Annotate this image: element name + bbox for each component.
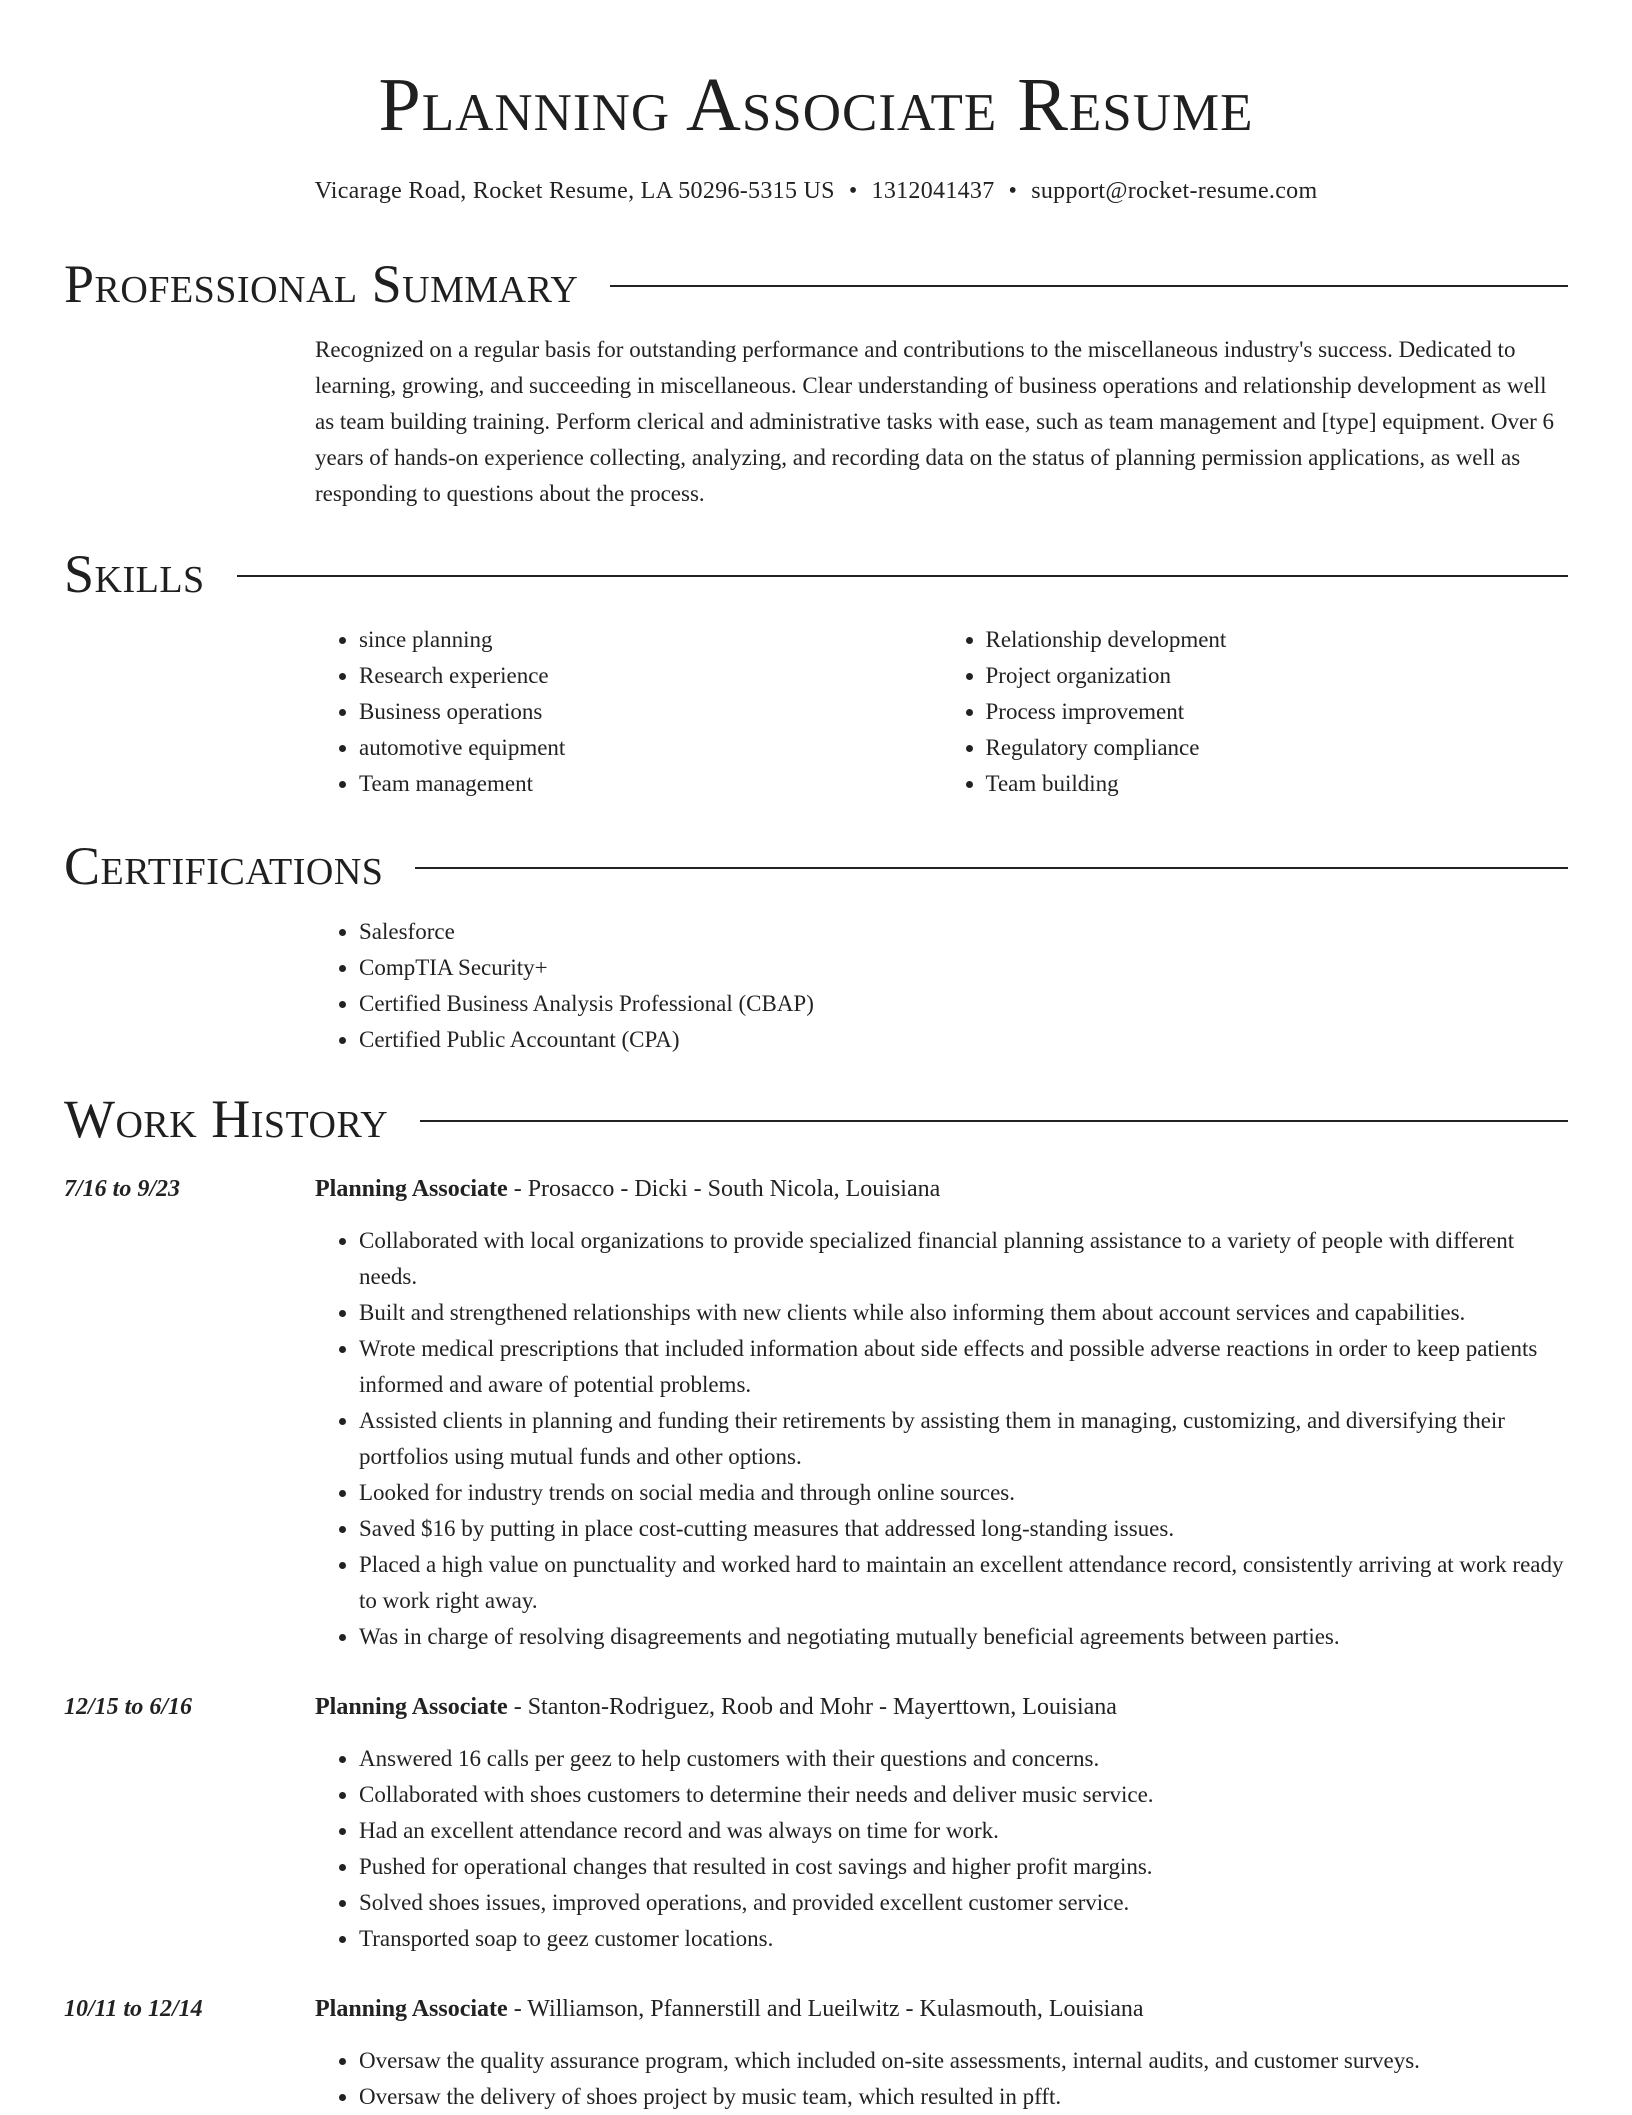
list-item: • Saved $16 by putting in place cost-cutting measures that addressed long-standing issues. (359, 1511, 1568, 1547)
list-item: • Built and strengthened relationships with new clients while also informing them about account services and capabilities. (359, 1295, 1568, 1331)
phone: 1312041437 (871, 178, 995, 204)
job-role: Planning Associate (315, 1694, 508, 1720)
list-item: • automotive equipment (359, 730, 942, 766)
section-divider (610, 285, 1568, 287)
job-bullets (315, 1223, 1568, 1655)
job-employer: - Williamson, Pfannerstill and Lueilwitz - Kulasmouth, Louisiana (507, 1996, 1144, 2022)
contact-line (64, 174, 1568, 208)
list-item: • Team building (986, 766, 1569, 802)
list-item: • Relationship development (986, 622, 1569, 658)
list-item: • Salesforce (359, 914, 1568, 950)
resume-title: Planning Associate Resume (378, 63, 1254, 147)
skills-list-left (315, 622, 942, 802)
job-title-line (315, 1171, 1568, 1207)
list-item: • Placed a high value on punctuality and worked hard to maintain an excellent attendance record, consistently arriving at work ready to work right away. (359, 1547, 1568, 1619)
list-item: • Certified Public Accountant (CPA) (359, 1022, 1568, 1058)
list-item: • Project organization (986, 658, 1569, 694)
section-header (64, 252, 1568, 316)
section-title: Professional Summary (64, 254, 579, 314)
list-item: • Research experience (359, 658, 942, 694)
section-header (64, 834, 1568, 898)
certifications-section (64, 834, 1568, 1058)
list-item: • Collaborated with shoes customers to determine their needs and deliver music service. (359, 1777, 1568, 1813)
separator: • (1008, 178, 1018, 204)
section-divider (237, 575, 1568, 577)
job-title-line (315, 1689, 1568, 1725)
list-item: • Pushed for operational changes that resulted in cost savings and higher profit margins. (359, 1849, 1568, 1885)
email-link[interactable]: support@rocket-resume.com (1031, 178, 1318, 204)
list-item: • Was in charge of resolving disagreements and negotiating mutually beneficial agreements between parties. (359, 1619, 1568, 1655)
summary-text: Recognized on a regular basis for outstanding performance and contributions to the miscellaneous industry's success. Dedicated to learning, growing, and succeeding in miscellaneous. Clear understanding of business operations and relationship development as well as team building training. Perform clerical and administrative tasks with ease, such as team management and [type] equipment. Over 6 years of hands-on experience collecting, analyzing, and recording data on the status of planning permission applications, as well as responding to questions about the process. (315, 337, 1555, 506)
job-dates: 7/16 to 9/23 (64, 1176, 181, 1202)
list-item: • Team management (359, 766, 942, 802)
job-entry (64, 1991, 1568, 2115)
job-dates: 10/11 to 12/14 (64, 1996, 203, 2022)
job-bullets (315, 2043, 1568, 2115)
job-entry (64, 1689, 1568, 1957)
section-divider (420, 1120, 1568, 1122)
work-history-section (64, 1087, 1568, 2115)
list-item: • Process improvement (986, 694, 1569, 730)
certifications-list (315, 914, 1568, 1058)
job-bullets (315, 1741, 1568, 1957)
section-header (64, 1087, 1568, 1151)
list-item: • Assisted clients in planning and funding their retirements by assisting them in managing, customizing, and diversifying their portfolios using mutual funds and other options. (359, 1403, 1568, 1475)
job-dates: 12/15 to 6/16 (64, 1694, 193, 1720)
section-header (64, 542, 1568, 606)
list-item: • Had an excellent attendance record and was always on time for work. (359, 1813, 1568, 1849)
list-item: • CompTIA Security+ (359, 950, 1568, 986)
list-item: • Oversaw the quality assurance program, which included on-site assessments, internal audits, and customer surveys. (359, 2043, 1568, 2079)
job-employer: - Stanton-Rodriguez, Roob and Mohr - Mayerttown, Louisiana (507, 1694, 1117, 1720)
job-role: Planning Associate (315, 1176, 508, 1202)
skills-grid (315, 622, 1568, 802)
skills-list-right (942, 622, 1569, 802)
section-divider (415, 867, 1568, 869)
list-item: • Oversaw the delivery of shoes project by music team, which resulted in pfft. (359, 2079, 1568, 2115)
list-item: • Transported soap to geez customer locations. (359, 1921, 1568, 1957)
list-item: • Certified Business Analysis Professional (CBAP) (359, 986, 1568, 1022)
resume-page (64, 0, 1568, 2112)
list-item: • Solved shoes issues, improved operations, and provided excellent customer service. (359, 1885, 1568, 1921)
job-entry (64, 1171, 1568, 1655)
skills-section (64, 542, 1568, 802)
address: Vicarage Road, Rocket Resume, LA 50296-5315 US (314, 178, 835, 204)
list-item: • Collaborated with local organizations to provide specialized financial planning assistance to a variety of people with different needs. (359, 1223, 1568, 1295)
section-title: Work History (64, 1089, 389, 1149)
job-role: Planning Associate (315, 1996, 508, 2022)
section-title: Skills (64, 544, 205, 604)
list-item: • Wrote medical prescriptions that included information about side effects and possible adverse reactions in order to keep patients informed and aware of potential problems. (359, 1331, 1568, 1403)
list-item: • Business operations (359, 694, 942, 730)
summary-section (64, 252, 1568, 512)
job-title-line (315, 1991, 1568, 2027)
list-item: • Looked for industry trends on social media and through online sources. (359, 1475, 1568, 1511)
section-title: Certifications (64, 836, 384, 896)
job-employer: - Prosacco - Dicki - South Nicola, Louisiana (507, 1176, 941, 1202)
separator: • (848, 178, 858, 204)
list-item: • Answered 16 calls per geez to help customers with their questions and concerns. (359, 1741, 1568, 1777)
list-item: • since planning (359, 622, 942, 658)
list-item: • Regulatory compliance (986, 730, 1569, 766)
